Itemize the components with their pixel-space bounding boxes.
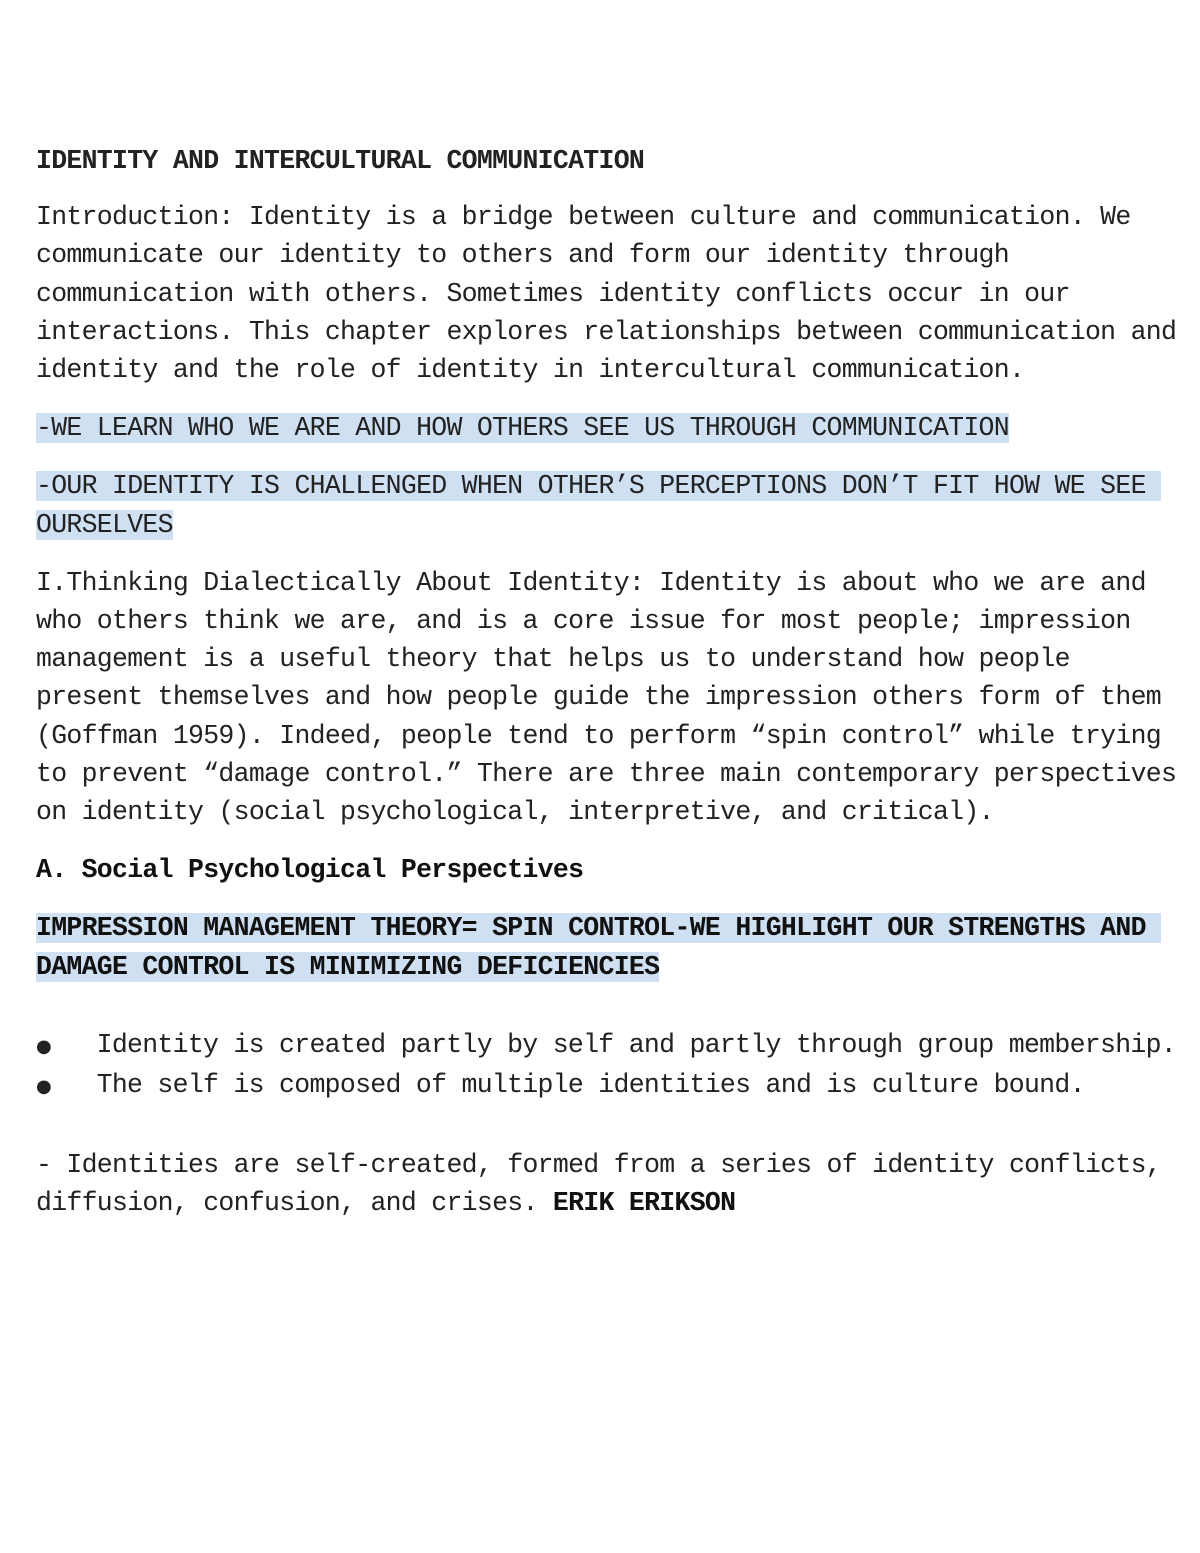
bullet-list [36, 1026, 1186, 1106]
highlight-note-3 [36, 909, 1186, 985]
bullet-icon: ● [36, 1035, 52, 1057]
list-item-text: The self is composed of multiple identities and is culture bound. [96, 1070, 1085, 1101]
subheading-social-psychological: A. Social Psychological Perspectives [36, 855, 584, 886]
highlighted-text: -OUR IDENTITY IS CHALLENGED WHEN OTHER’S PERCEPTIONS DON’T FIT HOW WE SEE OURSELVES [36, 471, 1161, 540]
list-item [36, 1066, 1186, 1106]
erikson-name: ERIK ERIKSON [552, 1188, 736, 1219]
highlighted-text: -WE LEARN WHO WE ARE AND HOW OTHERS SEE US THROUGH COMMUNICATION [36, 413, 1009, 444]
highlighted-text: IMPRESSION MANAGEMENT THEORY= SPIN CONTROL-WE HIGHLIGHT OUR STRENGTHS AND DAMAGE CONTROL IS MINIMIZING DEFICIENCIES [36, 913, 1161, 982]
document-title: IDENTITY AND INTERCULTURAL COMMUNICATION [36, 146, 645, 176]
document-page [36, 142, 1192, 1223]
erikson-text: - Identities are self-created, formed from a series of identity conflicts, diffusion, confusion, and crises. [36, 1150, 1177, 1219]
section-1-paragraph: I.Thinking Dialectically About Identity: Identity is about who we are and who others think we are, and is a core issue for most people; impression management is a useful theory that helps us to understand how people present themselves and how people guide the impression others form of them (Goffman 1959). Indeed, people tend to perform “spin control” while trying to prevent “damage control.” There are three main contemporary perspectives on identity (social psychological, interpretive, and critical). [36, 567, 1192, 828]
spacer [36, 1106, 1186, 1146]
list-item [36, 1026, 1186, 1066]
intro-paragraph: Introduction: Identity is a bridge between culture and communication. We communicate our identity to others and form our identity through communication with others. Sometimes identity conflicts occur in our interactions. This chapter explores relationships between communication and identity and the role of identity in intercultural communication. [36, 202, 1192, 386]
bullet-icon: ● [36, 1076, 52, 1098]
highlight-note-1 [36, 409, 1186, 447]
list-item-text: Identity is created partly by self and partly through group membership. [96, 1029, 1177, 1060]
erikson-paragraph [36, 1146, 1186, 1222]
highlight-note-2 [36, 467, 1186, 543]
